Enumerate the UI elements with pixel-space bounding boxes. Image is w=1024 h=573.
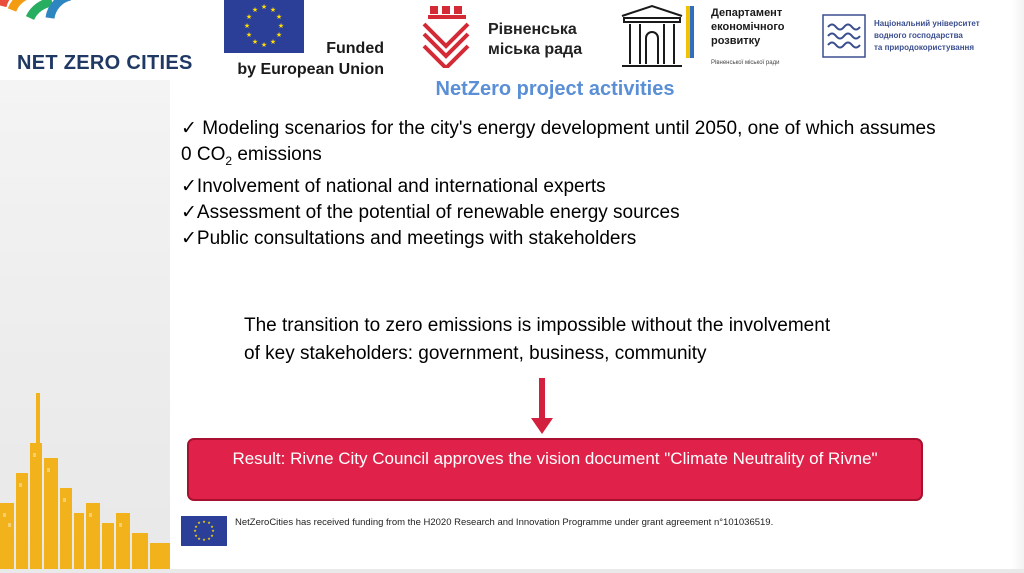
svg-text:★: ★ [243,22,251,30]
svg-text:★: ★ [211,528,215,533]
svg-text:★: ★ [210,533,214,538]
svg-text:★: ★ [245,31,253,39]
funding-disclaimer: NetZeroCities has received funding from the H2020 Research and Innovation Programme under grant agreement n°101036519. [235,517,774,528]
dept-line2: економічного [711,21,785,33]
activity-item-renewables-text: Assessment of the potential of renewable energy sources [196,201,680,223]
down-arrow-icon [530,378,554,436]
svg-text:★: ★ [210,524,214,529]
eu-flag-icon [181,516,227,546]
svg-text:★: ★ [202,537,206,542]
slide-title: NetZero project activities [435,78,675,100]
activity-item-consultations-text: Public consultations and meetings with stakeholders [196,227,637,249]
brand-name: NET ZERO CITIES [17,52,193,74]
check-icon: ✓ [181,175,197,197]
check-icon: ✓ [181,118,197,139]
economic-department-subtitle: Рівненської міської ради [711,60,780,66]
svg-text:★: ★ [275,13,283,21]
check-icon: ✓ [181,201,197,223]
svg-text:★: ★ [260,41,268,49]
eu-funded-line1: Funded [326,40,384,57]
svg-text:★: ★ [269,6,277,14]
activity-item-renewables [181,200,951,226]
dept-line3: розвитку [711,35,761,47]
svg-text:★: ★ [275,31,283,39]
city-skyline-illustration [0,353,170,573]
svg-text:★: ★ [197,536,201,541]
svg-text:★: ★ [207,520,211,525]
svg-text:★: ★ [277,22,285,30]
activity-item-modeling [181,116,951,174]
economic-department-name [711,6,785,48]
univ-line1: Національний університет [874,19,980,28]
result-box: Result: Rivne City Council approves the vision document "Climate Neutrality of Rivne" [187,438,923,501]
rivne-line1: Рівненська [488,21,577,38]
check-icon: ✓ [181,227,197,249]
bottom-border [0,569,1024,573]
eu-funded-line2: by European Union [237,61,384,78]
svg-text:★: ★ [260,3,268,11]
svg-text:★: ★ [194,524,198,529]
university-logo [822,14,866,58]
svg-text:★: ★ [193,528,197,533]
activity-item-experts-text: Involvement of national and international experts [196,175,606,197]
univ-line2: водного господарства [874,31,963,40]
dept-line1: Департамент [711,7,783,19]
university-name [874,18,980,54]
svg-text:★: ★ [269,38,277,46]
svg-text:★: ★ [251,6,259,14]
svg-text:★: ★ [194,533,198,538]
svg-text:★: ★ [251,38,259,46]
activities-list [181,116,951,252]
co2-subscript: 2 [225,153,233,168]
left-decor-panel [0,80,170,573]
transition-statement: The transition to zero emissions is impossible without the involvement of key stakeholders: government, business, community [244,315,831,364]
rivne-council-name [488,20,582,60]
right-edge-shadow [1012,0,1024,573]
svg-text:★: ★ [197,520,201,525]
svg-text:★: ★ [245,13,253,21]
activity-item-consultations [181,226,951,252]
rivne-line2: міська рада [488,41,583,58]
activity-item-modeling-tail: emissions [232,144,322,165]
activity-item-experts [181,174,951,200]
univ-line3: та природокористування [874,43,975,52]
eu-funded-caption [224,38,384,80]
svg-text:★: ★ [207,536,211,541]
svg-text:★: ★ [202,519,206,524]
activity-item-modeling-text: Modeling scenarios for the city's energy development until 2050, one of which assumes 0 CO [181,118,936,165]
